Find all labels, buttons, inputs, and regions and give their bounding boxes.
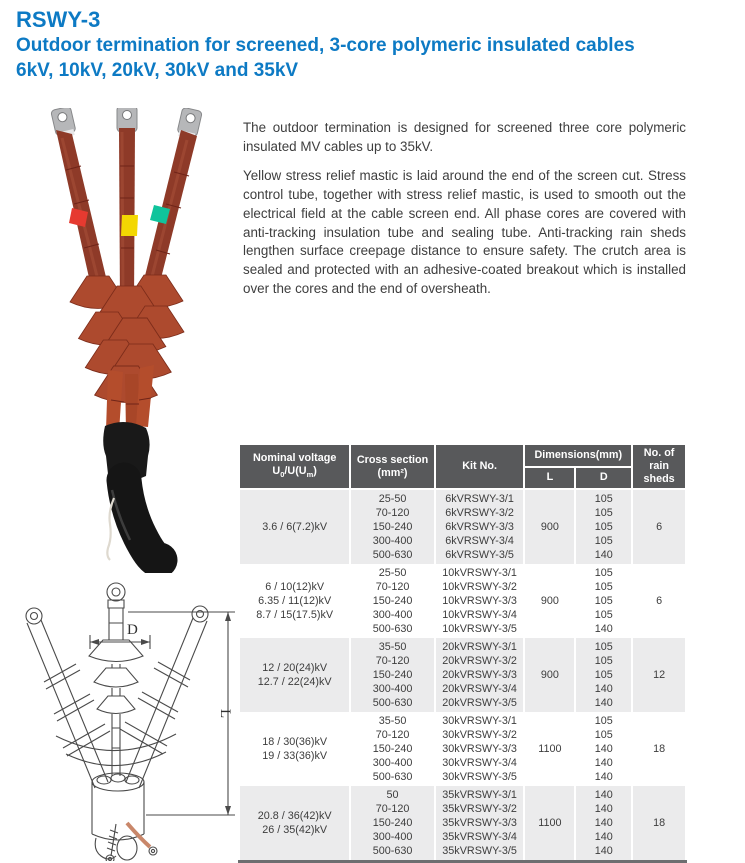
dimension-l-cell: 900 [524,638,575,712]
crutch-tubes [106,365,154,432]
dimension-l-cell: 1100 [524,786,575,862]
col-header-dim-l: L [524,467,575,490]
col-header-kit-no: Kit No. [435,444,525,489]
cross-section-cell: 25-50 70-120 150-240 300-400 500-630 [350,564,434,638]
dimension-l-cell: 900 [524,564,575,638]
col-header-rain-sheds: No. of rain sheds [632,444,686,489]
diagram-earth-copper [127,823,157,855]
diagram-shed-arcs [56,734,176,766]
cross-section-cell: 35-50 70-120 150-240 300-400 500-630 [350,712,434,786]
table-group-row [239,489,686,564]
table-group-row [239,786,686,862]
kit-no-cell: 30kVRSWY-3/1 30kVRSWY-3/2 30kVRSWY-3/3 30kVRSWY-3/4 30kVRSWY-3/5 [435,712,525,786]
description-paragraph-2: Yellow stress relief mastic is laid around the end of the screen cut. Stress control tube, together with stress relief mastic, is used to smooth out the electrical field at the cable screen end. All phase cores are covered with anti-tracking insulation tube and sealing tube. Anti-tracking rain sheds lengthen surface creepage distance to ensure safety. The crutch area is sealed and protected with an adhesive-coated breakout which is installed over the cores and the end of oversheath. [243,168,686,296]
voltage-cell: 20.8 / 36(42)kV 26 / 35(42)kV [239,786,350,862]
dimension-d-cell: 140 140 140 140 140 [575,786,632,862]
phase-core-middle [117,108,137,306]
voltage-cell: 3.6 / 6(7.2)kV [239,489,350,564]
dimension-l-cell: 900 [524,489,575,564]
cable-jacket [112,480,160,560]
kit-no-cell: 6kVRSWY-3/1 6kVRSWY-3/2 6kVRSWY-3/3 6kVRSWY-3/4 6kVRSWY-3/5 [435,489,525,564]
rain-sheds-cell: 6 [632,564,686,638]
diagram-body [92,773,144,860]
diagram-earth-braid [106,824,118,861]
voltage-cell: 6 / 10(12)kV 6.35 / 11(12)kV 8.7 / 15(17.5)kV [239,564,350,638]
dimension-d-cell: 105 105 105 140 140 [575,638,632,712]
phase-band-yellow [121,215,138,236]
dimension-d-cell: 105 105 105 105 140 [575,564,632,638]
table-group-row [239,712,686,786]
rain-sheds-cell: 18 [632,712,686,786]
cross-section-cell: 25-50 70-120 150-240 300-400 500-630 [350,489,434,564]
dimension-l-label: L [217,709,233,719]
description-paragraph-1: The outdoor termination is designed for screened three core polymeric insulated MV cables up to 35kV. [243,120,686,154]
spec-table-header [239,444,686,489]
dimension-d [90,635,150,649]
dimension-l-cell: 1100 [524,712,575,786]
kit-no-cell: 10kVRSWY-3/1 10kVRSWY-3/2 10kVRSWY-3/3 10kVRSWY-3/4 10kVRSWY-3/5 [435,564,525,638]
rain-sheds-cell: 6 [632,489,686,564]
spec-table [238,443,687,863]
product-code: RSWY-3 [16,7,101,32]
spec-table-body [239,489,686,862]
rain-sheds-cell: 18 [632,786,686,862]
product-description [243,119,686,309]
cross-section-cell: 50 70-120 150-240 300-400 500-630 [350,786,434,862]
dimension-diagram [0,576,245,861]
kit-no-cell: 20kVRSWY-3/1 20kVRSWY-3/2 20kVRSWY-3/3 20kVRSWY-3/4 20kVRSWY-3/5 [435,638,525,712]
phase-core-left [51,108,110,300]
col-header-cross-section: Cross section (mm²) [350,444,434,489]
page-title-line2: 6kV, 10kV, 20kV, 30kV and 35kV [16,60,299,81]
dimension-d-label: D [127,622,138,638]
diagram-left-core [26,608,110,788]
table-group-row [239,638,686,712]
kit-no-cell: 35kVRSWY-3/1 35kVRSWY-3/2 35kVRSWY-3/3 35kVRSWY-3/4 35kVRSWY-3/5 [435,786,525,862]
col-header-voltage: Nominal voltage $U_0/U(U_m)$ [239,444,350,489]
product-photo [8,108,238,573]
page-title-line1: Outdoor termination for screened, 3-core polymeric insulated cables [16,35,635,56]
page-header [16,6,731,83]
cross-section-cell: 35-50 70-120 150-240 300-400 500-630 [350,638,434,712]
dimension-d-cell: 105 105 140 140 140 [575,712,632,786]
voltage-cell: 12 / 20(24)kV 12.7 / 22(24)kV [239,638,350,712]
dimension-d-cell: 105 105 105 105 140 [575,489,632,564]
col-header-dimensions: Dimensions(mm) [524,444,632,467]
col-header-dim-d: D [575,467,632,490]
table-group-row [239,564,686,638]
rain-sheds-cell: 12 [632,638,686,712]
phase-core-right [141,108,202,298]
voltage-cell: 18 / 30(36)kV 19 / 33(36)kV [239,712,350,786]
